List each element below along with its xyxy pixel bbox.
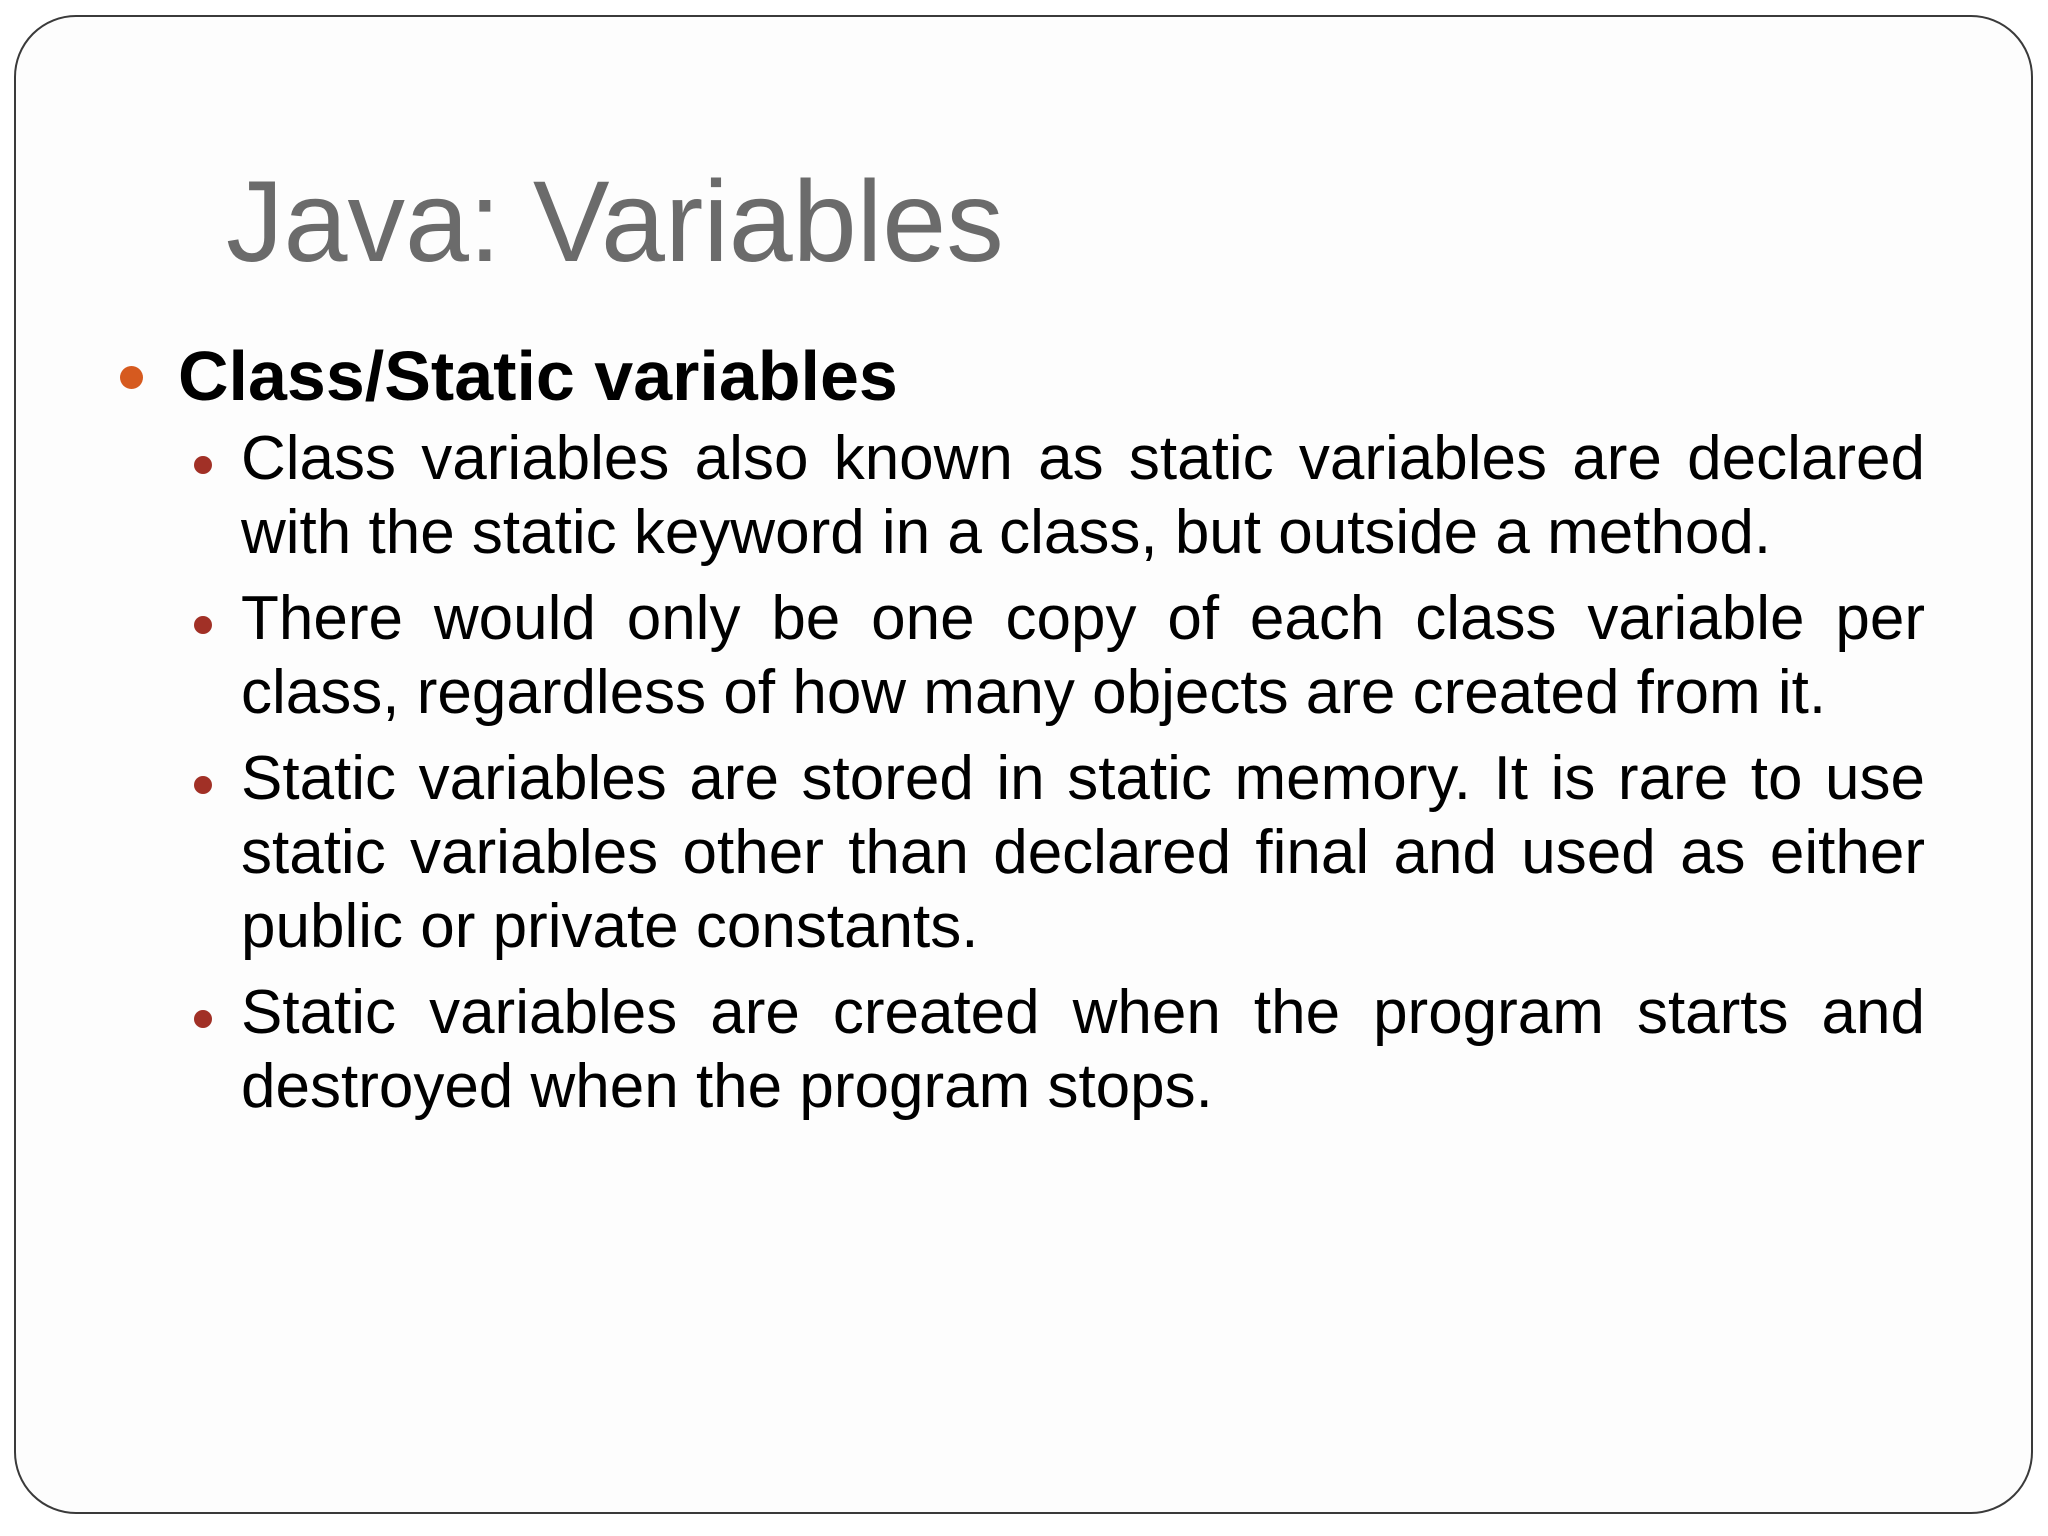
- list-item-text: Static variables are stored in static memory. It is rare to use static variables other than declared final and used as either public or private constants.: [241, 744, 1925, 961]
- list-item-text: There would only be one copy of each class variable per class, regardless of how many objects are created from it.: [241, 584, 1925, 727]
- sub-bullet-list: [110, 422, 1925, 1124]
- red-bullet-icon: [194, 456, 212, 474]
- list-item-text: Class variables also known as static variables are declared with the static keyword in a class, but outside a method.: [241, 424, 1925, 567]
- list-item-text: Static variables are created when the program starts and destroyed when the program stops.: [241, 978, 1925, 1121]
- list-item: [110, 742, 1925, 964]
- list-item: [110, 976, 1925, 1124]
- slide-title: Java: Variables: [226, 158, 1004, 286]
- heading-bullet-item: [110, 330, 1925, 422]
- list-item: [110, 422, 1925, 570]
- section-heading: Class/Static variables: [178, 337, 898, 415]
- red-bullet-icon: [194, 1010, 212, 1028]
- red-bullet-icon: [194, 776, 212, 794]
- orange-bullet-icon: [120, 366, 143, 389]
- list-item: [110, 582, 1925, 730]
- red-bullet-icon: [194, 616, 212, 634]
- slide-content: [110, 330, 1925, 1136]
